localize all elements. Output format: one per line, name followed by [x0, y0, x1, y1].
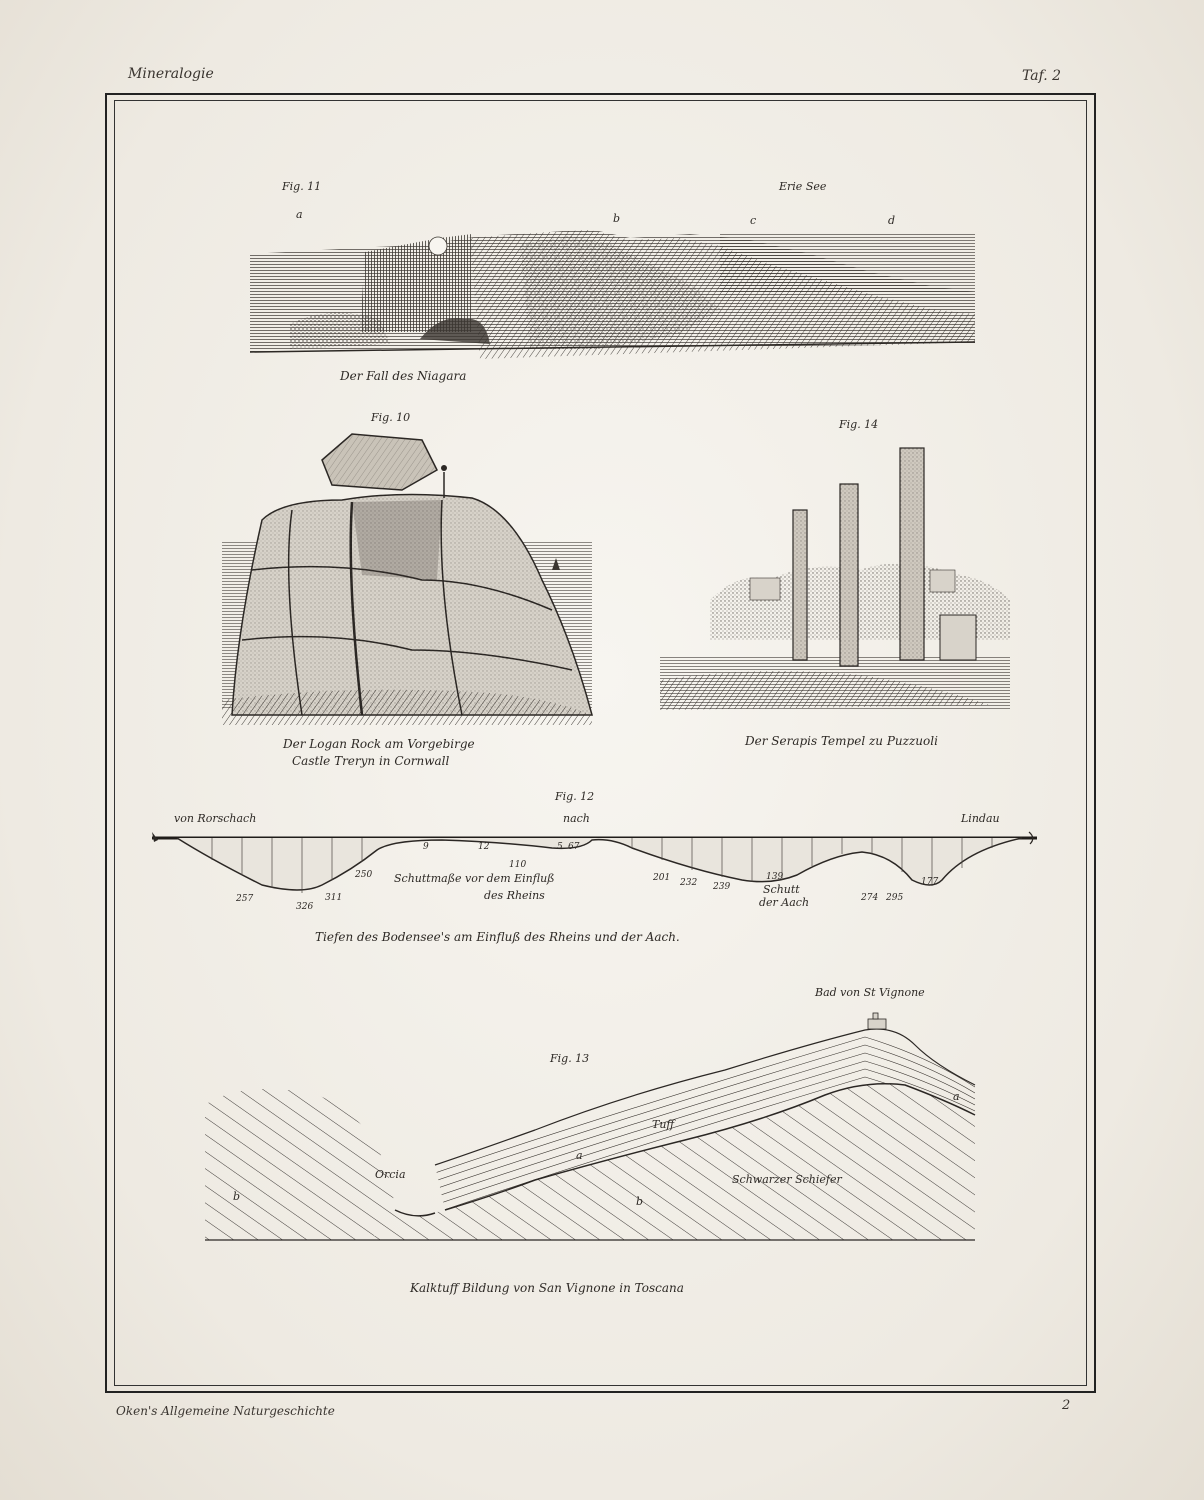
fig11-point-d: d: [888, 214, 896, 227]
fig12-sediment-label-2: des Rheins: [484, 889, 545, 902]
depth-239: 239: [713, 882, 731, 892]
fig12-right-label: Lindau: [961, 812, 1000, 825]
fig11-lake-label: Erie See: [779, 180, 827, 193]
fig10-caption-line2: Castle Treryn in Cornwall: [292, 754, 450, 768]
fig10-number: Fig. 10: [371, 411, 411, 424]
niagara-falls-engraving: [250, 224, 975, 364]
depth-274: 274: [861, 893, 879, 903]
fig13-a-lower: a: [576, 1149, 583, 1162]
depth-9: 9: [423, 842, 429, 852]
fig13-caption: Kalktuff Bildung von San Vignone in Toscana: [410, 1281, 684, 1295]
depth-67: 67: [568, 842, 580, 852]
depth-311: 311: [325, 893, 343, 903]
fig12-left-label: von Rorschach: [174, 812, 257, 825]
fig12-aach-label-2: der Aach: [759, 896, 810, 909]
depth-139: 139: [766, 872, 784, 882]
header-right: Taf. 2: [1022, 68, 1062, 84]
bodensee-depth-profile: [152, 830, 1037, 910]
fig12-number: Fig. 12: [555, 790, 595, 803]
header-left: Mineralogie: [128, 66, 214, 82]
column-middle: [840, 484, 858, 666]
footer-right: 2: [1062, 1398, 1071, 1413]
fig13-top-label: Bad von St Vignone: [815, 986, 925, 999]
fig13-b-center: b: [636, 1195, 644, 1208]
fig13-schist-label: Schwarzer Schiefer: [732, 1173, 842, 1186]
depth-12: 12: [478, 842, 490, 852]
footer-left: Oken's Allgemeine Naturgeschichte: [116, 1404, 335, 1418]
fig12-caption: Tiefen des Bodensee's am Einfluß des Rheins und der Aach.: [315, 930, 680, 944]
column-left: [793, 510, 807, 660]
fig13-number: Fig. 13: [550, 1052, 590, 1065]
depth-232: 232: [680, 878, 698, 888]
fig11-point-b: b: [613, 212, 621, 225]
fig13-tuff-label: Tuff: [652, 1118, 675, 1131]
logan-rock-engraving: [222, 430, 592, 725]
fig11-caption: Der Fall des Niagara: [340, 369, 467, 383]
fig11-point-c: c: [750, 214, 757, 227]
fig14-caption: Der Serapis Tempel zu Puzzuoli: [745, 734, 938, 748]
depth-326: 326: [296, 902, 314, 912]
fig14-number: Fig. 14: [839, 418, 879, 431]
depth-110: 110: [509, 860, 527, 870]
fig13-b-left: b: [233, 1190, 241, 1203]
depth-250: 250: [355, 870, 373, 880]
serapis-temple-engraving: [660, 440, 1010, 715]
fig13-a-upper: a: [953, 1090, 960, 1103]
fig12-aach-label-1: Schutt: [763, 883, 800, 896]
fig12-mid-label: nach: [563, 812, 590, 825]
fig11-point-a: a: [296, 208, 303, 221]
depth-177: 177: [921, 877, 939, 887]
depth-295: 295: [886, 893, 904, 903]
depth-5: 5: [557, 842, 563, 852]
depth-257: 257: [236, 894, 254, 904]
fig11-number: Fig. 11: [282, 180, 322, 193]
column-right: [900, 448, 924, 660]
fig12-sediment-label-1: Schuttmaße vor dem Einfluß: [394, 872, 555, 885]
san-vignone-tuff-section: [205, 1015, 975, 1245]
fig10-caption-line1: Der Logan Rock am Vorgebirge: [283, 737, 475, 751]
depth-201: 201: [653, 873, 671, 883]
fig13-orcia-label: Orcia: [375, 1168, 406, 1181]
